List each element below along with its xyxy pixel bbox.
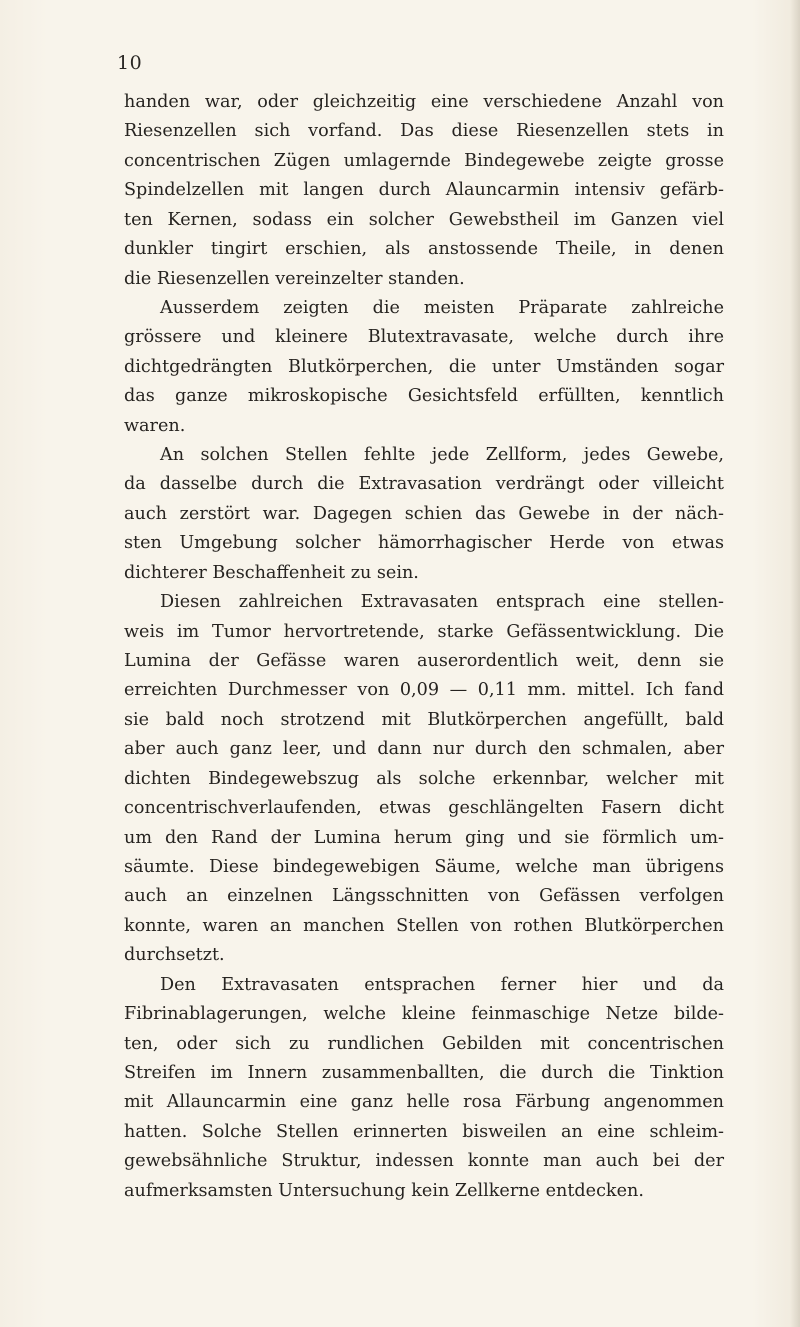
text-line: die Riesenzellen vereinzelter standen. [124,268,465,289]
text-line: Ausserdem zeigten die meisten Präparate zahlreiche [160,297,724,318]
text-line: auch an einzelnen Längsschnitten von Gefässen verfolgen [124,886,724,907]
text-line: durchsetzt. [124,945,225,966]
text-line: ten Kernen, sodass ein solcher Gewebstheil im Ganzen viel [124,209,724,230]
text-line: aber auch ganz leer, und dann nur durch den schmalen, aber [124,739,724,760]
text-line: um den Rand der Lumina herum ging und sie förmlich um- [124,827,724,848]
text-line: sten Umgebung solcher hämorrhagischer Herde von etwas [124,533,724,554]
text-line: Diesen zahlreichen Extravasaten entsprach eine stellen- [160,592,724,613]
text-line: concentrischen Zügen umlagernde Bindegewebe zeigte grosse [124,150,724,171]
text-line: Lumina der Gefässe waren auserordentlich weit, denn sie [124,651,724,672]
text-line: mit Allauncarmin eine ganz helle rosa Färbung angenommen [124,1092,724,1113]
text-line: sie bald noch strotzend mit Blutkörperchen angefüllt, bald [124,709,724,730]
text-line: hatten. Solche Stellen erinnerten bisweilen an eine schleim- [124,1121,724,1142]
text-line: weis im Tumor hervortretende, starke Gefässentwicklung. Die [124,621,724,642]
text-line: dichterer Beschaffenheit zu sein. [124,562,419,583]
text-line: An solchen Stellen fehlte jede Zellform, jedes Gewebe, [160,445,724,466]
text-line: concentrischverlaufenden, etwas geschlängelten Fasern dicht [124,798,724,819]
text-line: Riesenzellen sich vorfand. Das diese Riesenzellen stets in [124,121,724,142]
text-line: waren. [124,415,186,436]
text-line: Fibrinablagerungen, welche kleine feinmaschige Netze bilde- [124,1004,724,1025]
text-line: dichten Bindegewebszug als solche erkennbar, welcher mit [124,768,724,789]
text-line: gewebsähnliche Struktur, indessen konnte man auch bei der [124,1151,724,1172]
text-line: dichtgedrängten Blutkörperchen, die unter Umständen sogar [124,356,724,377]
text-line: handen war, oder gleichzeitig eine verschiedene Anzahl von [124,92,724,112]
text-line: konnte, waren an manchen Stellen von rothen Blutkörperchen [124,915,724,936]
text-line: auch zerstört war. Dagegen schien das Gewebe in der näch- [124,503,724,524]
text-line: ten, oder sich zu rundlichen Gebilden mit concentrischen [124,1033,724,1054]
text-line: da dasselbe durch die Extravasation verdrängt oder villeicht [124,474,724,495]
page-edge-shadow [790,0,800,1327]
text-line: aufmerksamsten Untersuchung kein Zellkerne entdecken. [124,1180,644,1201]
page-number: 10 [117,52,143,74]
text-line: Den Extravasaten entsprachen ferner hier und da [160,974,724,995]
text-line: dunkler tingirt erschien, als anstossende Theile, in denen [124,239,724,260]
text-line: das ganze mikroskopische Gesichtsfeld erfüllten, kenntlich [124,386,724,407]
text-line: Streifen im Innern zusammenballten, die durch die Tinktion [124,1062,724,1083]
text-line: Spindelzellen mit langen durch Alauncarmin intensiv gefärb- [124,180,724,201]
body-text [124,88,724,1206]
text-line: erreichten Durchmesser von 0,09 — 0,11 mm. mittel. Ich fand [124,680,724,701]
text-line: grössere und kleinere Blutextravasate, welche durch ihre [124,327,724,348]
text-line: säumte. Diese bindegewebigen Säume, welche man übrigens [124,856,724,877]
